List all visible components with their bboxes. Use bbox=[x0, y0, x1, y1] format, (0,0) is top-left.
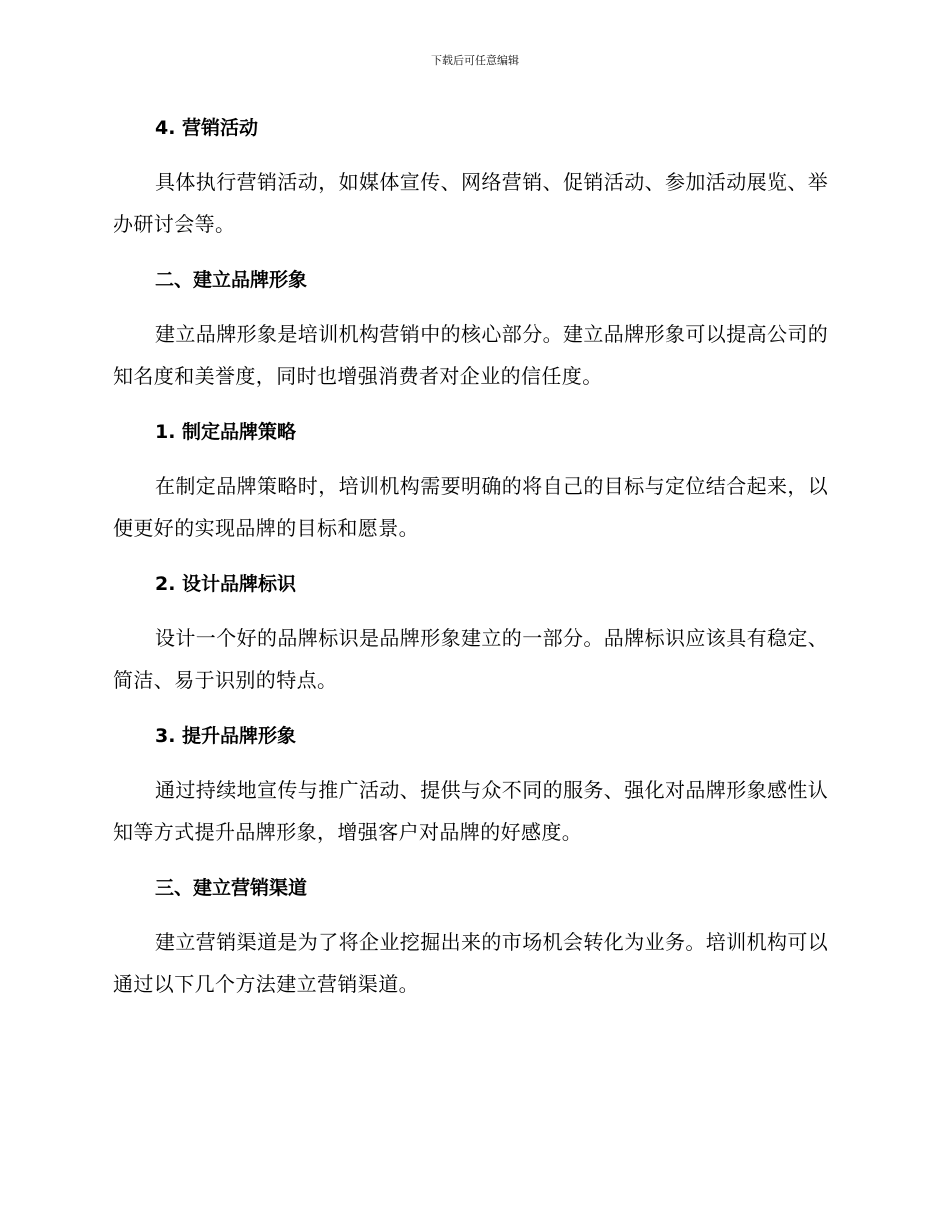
section-heading-brand-strategy: 1. 制定品牌策略 bbox=[155, 421, 297, 443]
page-header-note: 下载后可任意编辑 bbox=[431, 54, 519, 67]
paragraph-brand-logo: 设计一个好的品牌标识是品牌形象建立的一部分。品牌标识应该具有稳定、简洁、易于识别的特点。 bbox=[113, 626, 829, 692]
paragraph-brand-strategy: 在制定品牌策略时，培训机构需要明确的将自己的目标与定位结合起来，以便更好的实现品牌的目标和愿景。 bbox=[113, 474, 829, 540]
paragraph-brand-image: 建立品牌形象是培训机构营销中的核心部分。建立品牌形象可以提高公司的知名度和美誉度，同时也增强消费者对企业的信任度。 bbox=[113, 322, 829, 388]
section-heading-brand-logo: 2. 设计品牌标识 bbox=[155, 573, 297, 595]
paragraph-improve-brand: 通过持续地宣传与推广活动、提供与众不同的服务、强化对品牌形象感性认知等方式提升品牌形象，增强客户对品牌的好感度。 bbox=[113, 778, 829, 844]
paragraph-marketing-channels: 建立营销渠道是为了将企业挖掘出来的市场机会转化为业务。培训机构可以通过以下几个方法建立营销渠道。 bbox=[113, 930, 829, 996]
section-heading-marketing-channels: 三、建立营销渠道 bbox=[155, 877, 308, 899]
section-heading-brand-image: 二、建立品牌形象 bbox=[155, 269, 308, 291]
section-heading-marketing-activities: 4. 营销活动 bbox=[155, 117, 259, 139]
paragraph-marketing-activities: 具体执行营销活动，如媒体宣传、网络营销、促销活动、参加活动展览、举办研讨会等。 bbox=[113, 170, 829, 236]
section-heading-improve-brand: 3. 提升品牌形象 bbox=[155, 725, 297, 747]
